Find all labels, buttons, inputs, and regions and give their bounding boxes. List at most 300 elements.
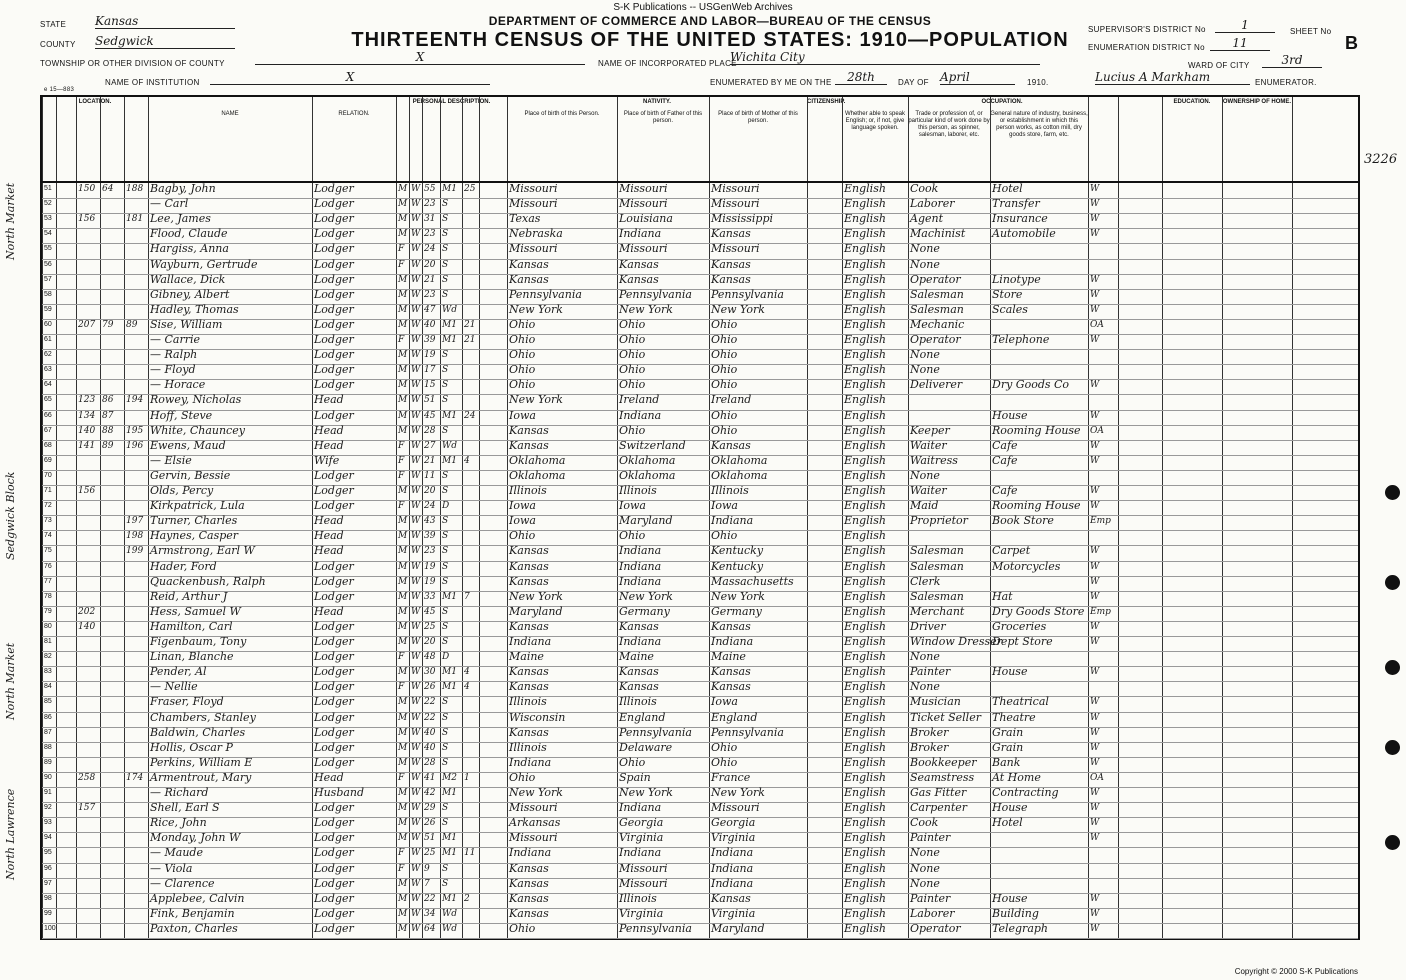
county-value: Sedgwick xyxy=(95,34,235,49)
cell-num: 81 xyxy=(44,638,52,645)
cell-rel: Lodger xyxy=(314,589,354,603)
cell-num: 95 xyxy=(44,849,52,857)
cell-ms: M1 xyxy=(442,335,457,345)
cell-ms: M1 xyxy=(442,682,457,693)
place-label: NAME OF INCORPORATED PLACE xyxy=(598,59,737,68)
cell-ms: S xyxy=(442,546,449,557)
cell-yrs: 4 xyxy=(464,682,470,693)
cell-ms: M2 xyxy=(442,772,457,783)
cell-ind: Grain xyxy=(992,740,1024,754)
cell-ms: M1 xyxy=(442,184,457,194)
cell-lang: English xyxy=(844,891,886,905)
cell-mb: Kansas xyxy=(711,665,751,679)
cell-lang: English xyxy=(844,544,886,558)
cell-sex: F xyxy=(398,244,405,255)
cell-bp: Kansas xyxy=(509,861,549,875)
cell-rel: Head xyxy=(314,438,344,452)
cell-rel: Lodger xyxy=(314,755,354,769)
cell-mb: New York xyxy=(711,302,765,316)
cell-race: W xyxy=(411,319,421,330)
cell-lang: English xyxy=(844,619,886,633)
cell-fb: Delaware xyxy=(619,740,673,754)
cell-mb: Ohio xyxy=(711,740,738,754)
cell-ind: Rooming House xyxy=(992,423,1081,437)
cell-race: W xyxy=(411,365,421,376)
cell-ind: Theatrical xyxy=(992,695,1049,709)
column-header-bp: Place of birth of this Person. xyxy=(524,111,600,117)
cell-h: 156 xyxy=(78,486,96,496)
cell-sex: F xyxy=(398,440,405,451)
cell-trade: Painter xyxy=(910,891,951,905)
cell-num: 69 xyxy=(44,456,52,464)
cell-mb: Ohio xyxy=(711,529,738,543)
column-group-header: LOCATION. xyxy=(78,99,112,105)
cell-sex: M xyxy=(398,742,408,753)
cell-mb: Ireland xyxy=(711,393,752,407)
cell-fb: Ohio xyxy=(619,348,646,362)
cell-ind: Telephone xyxy=(992,333,1050,346)
cell-sex: M xyxy=(398,923,408,934)
cell-num: 72 xyxy=(44,502,52,510)
cell-bp: Kansas xyxy=(509,619,549,633)
cell-rel: Head xyxy=(314,423,344,437)
cell-num: 62 xyxy=(44,351,52,359)
cell-name: Gervin, Bessie xyxy=(150,468,231,482)
cell-lang: English xyxy=(844,514,886,528)
cell-lang: English xyxy=(844,725,886,739)
cell-trade: Musician xyxy=(910,695,961,709)
cell-emp: W xyxy=(1090,818,1100,829)
cell-sex: M xyxy=(398,712,408,723)
cell-race: W xyxy=(411,470,421,481)
cell-fb: Ohio xyxy=(619,529,646,543)
cell-bp: Missouri xyxy=(509,831,558,845)
cell-age: 20 xyxy=(424,637,436,647)
cell-name: — Richard xyxy=(150,786,209,799)
sheet-value: B xyxy=(1345,33,1358,53)
cell-mb: Ohio xyxy=(711,755,738,769)
cell-ms: S xyxy=(442,727,449,738)
cell-lang: English xyxy=(844,876,886,890)
cell-sex: F xyxy=(398,455,405,466)
cell-age: 29 xyxy=(424,803,436,814)
cell-num: 96 xyxy=(44,864,52,872)
cell-age: 23 xyxy=(424,199,436,210)
cell-num: 76 xyxy=(44,562,52,570)
cell-trade: Gas Fitter xyxy=(910,786,967,799)
street-note: North Market xyxy=(4,642,17,720)
column-header-lang: Whether able to speak English; or, if not, give language spoken. xyxy=(844,111,906,131)
cell-num: 84 xyxy=(44,683,52,691)
cell-name: Gibney, Albert xyxy=(150,287,230,301)
cell-bp: Indiana xyxy=(509,755,552,769)
cell-rel: Wife xyxy=(314,453,340,467)
cell-race: W xyxy=(411,440,421,451)
cell-age: 22 xyxy=(424,712,436,723)
cell-num: 68 xyxy=(44,441,52,449)
cell-emp: W xyxy=(1090,410,1100,421)
cell-name: Hadley, Thomas xyxy=(150,302,239,316)
cell-name: Hader, Ford xyxy=(150,559,217,573)
cell-num: 93 xyxy=(44,819,52,827)
cell-mb: Oklahoma xyxy=(711,453,768,467)
cell-fb: New York xyxy=(619,589,673,603)
column-group-header: EDUCATION. xyxy=(1173,99,1211,105)
cell-num: 94 xyxy=(44,834,52,842)
column-group-header: OCCUPATION. xyxy=(981,99,1023,105)
cell-sex: M xyxy=(398,289,408,300)
cell-fb: Illinois xyxy=(619,484,657,497)
cell-num: 60 xyxy=(44,320,52,328)
cell-lang: English xyxy=(844,770,886,784)
cell-emp: W xyxy=(1090,501,1100,512)
cell-age: 48 xyxy=(424,652,436,663)
cell-race: W xyxy=(411,923,421,934)
column-group-header: OWNERSHIP OF HOME. xyxy=(1222,99,1292,105)
cell-trade: Salesman xyxy=(910,589,964,603)
cell-rel: Lodger xyxy=(314,197,354,211)
cell-rel: Lodger xyxy=(314,559,354,573)
cell-age: 39 xyxy=(424,531,436,542)
cell-race: W xyxy=(411,652,421,663)
cell-name: — Floyd xyxy=(150,363,196,377)
cell-trade: None xyxy=(910,846,940,860)
supervisor-label: SUPERVISOR'S DISTRICT No xyxy=(1088,25,1206,34)
cell-num: 100 xyxy=(44,924,56,932)
cell-d: 188 xyxy=(126,184,144,194)
cell-d: 197 xyxy=(126,516,144,527)
cell-name: Hollis, Oscar P xyxy=(150,740,233,754)
cell-rel: Head xyxy=(314,770,344,784)
cell-ms: S xyxy=(442,350,449,361)
cell-fb: Kansas xyxy=(619,680,659,694)
cell-name: — Nellie xyxy=(150,680,198,694)
cell-mb: Kansas xyxy=(711,227,751,241)
cell-fb: Switzerland xyxy=(619,438,686,452)
cell-lang: English xyxy=(844,212,886,226)
cell-sex: M xyxy=(398,319,408,330)
cell-age: 34 xyxy=(424,908,436,919)
cell-name: Paxton, Charles xyxy=(150,921,238,935)
cell-rel: Lodger xyxy=(314,846,354,860)
cell-bp: Kansas xyxy=(509,680,549,694)
cell-ind: House xyxy=(992,408,1028,422)
ward-label: WARD OF CITY xyxy=(1188,61,1250,70)
cell-fb: Spain xyxy=(619,770,651,784)
cell-h: 150 xyxy=(78,184,96,194)
cell-sex: M xyxy=(398,380,408,391)
cell-trade: Waitress xyxy=(910,453,958,467)
cell-sex: F xyxy=(398,259,405,270)
cell-rel: Lodger xyxy=(314,891,354,905)
cell-ms: Wd xyxy=(442,923,458,934)
cell-bp: Kansas xyxy=(509,876,549,890)
cell-race: W xyxy=(411,561,421,572)
cell-trade: Salesman xyxy=(910,544,964,558)
cell-mb: Ohio xyxy=(711,317,738,331)
cell-mb: Iowa xyxy=(711,695,738,709)
cell-trade: Maid xyxy=(910,499,939,513)
cell-age: 30 xyxy=(424,667,436,678)
cell-age: 39 xyxy=(424,335,436,345)
cell-emp: W xyxy=(1090,908,1100,919)
cell-name: Linan, Blanche xyxy=(150,650,234,664)
cell-race: W xyxy=(411,893,421,904)
cell-emp: W xyxy=(1090,335,1100,345)
cell-sex: M xyxy=(398,591,408,602)
cell-sex: F xyxy=(398,772,405,783)
cell-ms: S xyxy=(442,229,449,240)
cell-emp: OA xyxy=(1090,772,1104,783)
cell-trade: Painter xyxy=(910,831,951,845)
cell-d: 194 xyxy=(126,395,144,406)
cell-bp: Ohio xyxy=(509,348,536,362)
cell-bp: Ohio xyxy=(509,921,536,935)
cell-trade: None xyxy=(910,861,940,875)
cell-name: Reid, Arthur J xyxy=(150,589,228,603)
cell-ms: M1 xyxy=(442,455,457,466)
cell-d: 195 xyxy=(126,425,144,436)
cell-rel: Lodger xyxy=(314,257,354,271)
cell-bp: Illinois xyxy=(509,695,547,709)
cell-yrs: 21 xyxy=(464,319,476,330)
cell-trade: Driver xyxy=(910,619,946,633)
cell-ms: S xyxy=(442,395,449,406)
cell-emp: W xyxy=(1090,576,1100,587)
cell-lang: English xyxy=(844,846,886,860)
cell-race: W xyxy=(411,486,421,496)
cell-num: 73 xyxy=(44,517,52,525)
cell-sex: M xyxy=(398,803,408,814)
cell-sex: M xyxy=(398,516,408,527)
cell-ind: Cafe xyxy=(992,453,1018,467)
cell-emp: W xyxy=(1090,712,1100,723)
cell-lang: English xyxy=(844,921,886,935)
cell-sex: M xyxy=(398,531,408,542)
cell-bp: Nebraska xyxy=(509,227,563,241)
cell-ms: M1 xyxy=(442,893,457,904)
cell-mb: Maine xyxy=(711,650,746,664)
cell-age: 31 xyxy=(424,214,436,225)
cell-race: W xyxy=(411,908,421,919)
cell-race: W xyxy=(411,425,421,436)
cell-mb: Germany xyxy=(711,604,762,618)
cell-name: — Elsie xyxy=(150,453,192,467)
cell-name: Flood, Claude xyxy=(150,227,228,241)
cell-ms: S xyxy=(442,531,449,542)
cell-ind: Linotype xyxy=(992,272,1041,286)
census-table xyxy=(40,95,1360,940)
cell-rel: Lodger xyxy=(314,227,354,241)
cell-name: Ewens, Maud xyxy=(150,438,226,452)
cell-mb: Ohio xyxy=(711,363,738,377)
cell-ind: Dry Goods Store xyxy=(992,604,1085,618)
cell-name: Figenbaum, Tony xyxy=(150,635,247,648)
cell-ind: Dry Goods Co xyxy=(992,378,1070,392)
cell-emp: W xyxy=(1090,591,1100,602)
cell-sex: F xyxy=(398,652,405,663)
enumeration-label: ENUMERATION DISTRICT No xyxy=(1088,43,1205,52)
cell-lang: English xyxy=(844,302,886,316)
cell-num: 86 xyxy=(44,713,52,721)
cell-rel: Lodger xyxy=(314,665,354,679)
cell-name: Baldwin, Charles xyxy=(150,725,246,739)
cell-yrs: 4 xyxy=(464,455,470,466)
cell-num: 90 xyxy=(44,773,52,781)
cell-trade: Laborer xyxy=(910,906,955,920)
cell-f: 87 xyxy=(102,410,114,421)
cell-mb: Maryland xyxy=(711,921,765,935)
cell-ms: S xyxy=(442,244,449,255)
cell-lang: English xyxy=(844,242,886,256)
cell-lang: English xyxy=(844,695,886,709)
cell-fb: Ohio xyxy=(619,363,646,377)
cell-age: 23 xyxy=(424,289,436,300)
cell-name: Applebee, Calvin xyxy=(150,891,245,905)
cell-bp: Oklahoma xyxy=(509,468,566,482)
cell-bp: Kansas xyxy=(509,891,549,905)
cell-num: 74 xyxy=(44,532,52,540)
cell-f: 88 xyxy=(102,425,114,436)
cell-fb: Indiana xyxy=(619,801,662,815)
cell-rel: Lodger xyxy=(314,408,354,422)
cell-num: 85 xyxy=(44,698,52,706)
cell-h: 134 xyxy=(78,410,96,421)
cell-race: W xyxy=(411,667,421,678)
cell-race: W xyxy=(411,818,421,829)
cell-bp: Iowa xyxy=(509,514,536,528)
cell-race: W xyxy=(411,516,421,527)
cell-bp: Kansas xyxy=(509,725,549,739)
cell-emp: W xyxy=(1090,637,1100,647)
cell-emp: W xyxy=(1090,803,1100,814)
cell-ms: S xyxy=(442,863,449,874)
cell-race: W xyxy=(411,214,421,225)
cell-num: 89 xyxy=(44,758,52,766)
binder-hole xyxy=(1385,740,1400,755)
cell-sex: F xyxy=(398,682,405,693)
cell-mb: Missouri xyxy=(711,801,760,815)
cell-emp: W xyxy=(1090,727,1100,738)
cell-ind: Cafe xyxy=(992,438,1018,452)
cell-bp: Ohio xyxy=(509,333,536,346)
enumerated-label: ENUMERATED BY ME ON THE xyxy=(710,78,832,87)
cell-trade: None xyxy=(910,242,940,256)
cell-rel: Head xyxy=(314,529,344,543)
cell-ms: S xyxy=(442,289,449,300)
cell-lang: English xyxy=(844,378,886,392)
cell-lang: English xyxy=(844,861,886,875)
cell-lang: English xyxy=(844,453,886,467)
cell-ind: Scales xyxy=(992,302,1028,316)
cell-ind: House xyxy=(992,891,1028,905)
supervisor-value: 1 xyxy=(1215,18,1275,33)
cell-fb: Kansas xyxy=(619,272,659,286)
cell-fb: Ohio xyxy=(619,755,646,769)
cell-rel: Head xyxy=(314,544,344,558)
cell-name: Armentrout, Mary xyxy=(150,770,252,784)
cell-fb: Georgia xyxy=(619,816,664,830)
cell-age: 28 xyxy=(424,425,436,436)
cell-num: 59 xyxy=(44,305,52,313)
cell-name: — Ralph xyxy=(150,348,198,362)
cell-emp: W xyxy=(1090,184,1100,194)
cell-emp: W xyxy=(1090,214,1100,225)
cell-fb: Louisiana xyxy=(619,212,673,226)
cell-ind: Telegraph xyxy=(992,921,1049,935)
cell-name: — Carl xyxy=(150,197,189,211)
cell-bp: Iowa xyxy=(509,499,536,513)
cell-num: 80 xyxy=(44,622,52,630)
cell-ind: Automobile xyxy=(992,227,1056,241)
cell-mb: Oklahoma xyxy=(711,468,768,482)
binder-hole xyxy=(1385,485,1400,500)
cell-emp: W xyxy=(1090,289,1100,300)
cell-mb: Ohio xyxy=(711,378,738,392)
cell-num: 92 xyxy=(44,804,52,812)
cell-sex: F xyxy=(398,501,405,512)
cell-name: Hess, Samuel W xyxy=(150,604,241,618)
cell-trade: Cook xyxy=(910,182,939,195)
cell-name: White, Chauncey xyxy=(150,423,245,437)
cell-name: Lee, James xyxy=(150,212,211,226)
cell-ms: S xyxy=(442,757,449,768)
cell-race: W xyxy=(411,350,421,361)
cell-emp: W xyxy=(1090,304,1100,315)
cell-age: 26 xyxy=(424,818,436,829)
cell-fb: Ohio xyxy=(619,378,646,392)
cell-fb: Virginia xyxy=(619,831,664,845)
enumerator-name: Lucius A Markham xyxy=(1095,70,1250,85)
cell-age: 9 xyxy=(424,863,430,874)
cell-emp: W xyxy=(1090,561,1100,572)
cell-age: 45 xyxy=(424,410,436,421)
binder-hole xyxy=(1385,835,1400,850)
cell-num: 99 xyxy=(44,909,52,917)
cell-lang: English xyxy=(844,680,886,694)
cell-bp: New York xyxy=(509,302,563,316)
cell-mb: Missouri xyxy=(711,197,760,211)
cell-fb: Maryland xyxy=(619,514,673,528)
cell-age: 24 xyxy=(424,501,436,512)
cell-sex: M xyxy=(398,561,408,572)
cell-fb: Indiana xyxy=(619,544,662,558)
cell-mb: Iowa xyxy=(711,499,738,513)
cell-fb: Indiana xyxy=(619,846,662,860)
cell-ms: S xyxy=(442,637,449,647)
copyright: Copyright © 2000 S-K Publications xyxy=(1234,967,1358,976)
cell-age: 26 xyxy=(424,682,436,693)
cell-lang: English xyxy=(844,906,886,920)
cell-sex: M xyxy=(398,229,408,240)
cell-lang: English xyxy=(844,423,886,437)
cell-trade: Mechanic xyxy=(910,317,965,331)
cell-race: W xyxy=(411,591,421,602)
cell-emp: W xyxy=(1090,486,1100,496)
census-title: THIRTEENTH CENSUS OF THE UNITED STATES: 1910—POPULATION xyxy=(351,29,1069,51)
cell-num: 91 xyxy=(44,789,52,796)
cell-h: 156 xyxy=(78,214,96,225)
cell-name: Olds, Percy xyxy=(150,484,214,497)
cell-race: W xyxy=(411,335,421,345)
cell-emp: W xyxy=(1090,667,1100,678)
cell-ms: Wd xyxy=(442,304,458,315)
cell-mb: Kentucky xyxy=(711,544,764,558)
cell-race: W xyxy=(411,697,421,708)
cell-name: Armstrong, Earl W xyxy=(150,544,255,558)
cell-fb: Indiana xyxy=(619,635,662,648)
cell-ms: M1 xyxy=(442,788,457,798)
